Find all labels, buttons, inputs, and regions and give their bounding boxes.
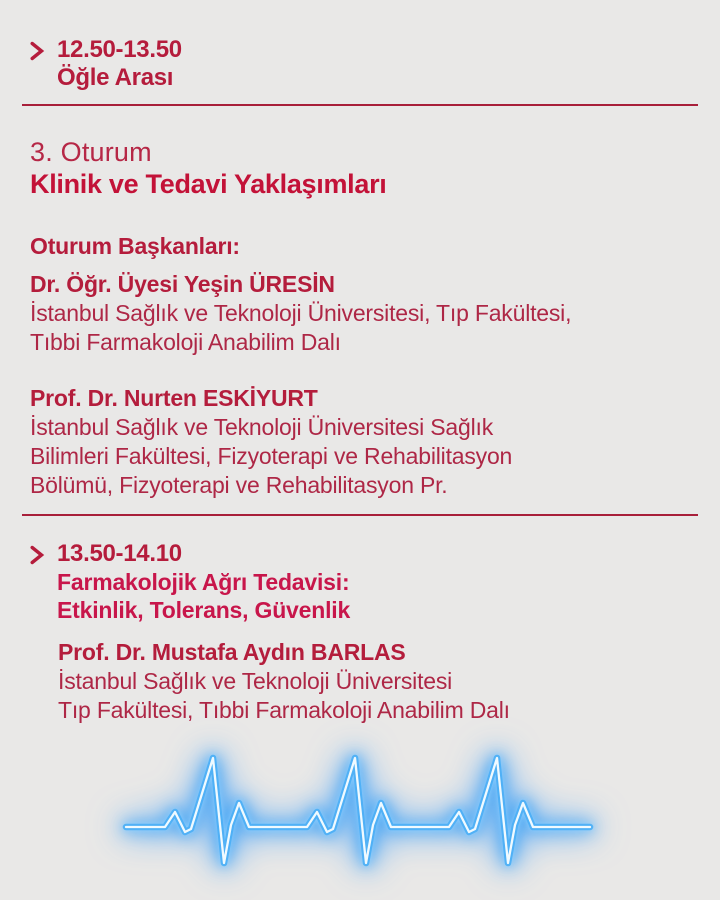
session-title: Klinik ve Tedavi Yaklaşımları <box>30 169 387 199</box>
chair-name: Prof. Dr. Nurten ESKİYURT <box>30 385 318 411</box>
break-item-text <box>57 36 182 92</box>
break-item <box>30 36 698 92</box>
chevron-right-icon <box>30 36 57 61</box>
talk-item <box>30 540 698 624</box>
break-title: Öğle Arası <box>57 64 174 91</box>
session-number: 3. Oturum <box>30 137 152 167</box>
chair-item <box>30 269 698 357</box>
chair-name: Dr. Öğr. Üyesi Yeşin ÜRESİN <box>30 271 335 297</box>
ecg-heartbeat-graphic <box>118 738 598 900</box>
speaker-affiliation-line: Tıp Fakültesi, Tıbbi Farmakoloji Anabilim Dalı <box>58 697 510 723</box>
chair-affiliation-line: Bilimleri Fakültesi, Fizyoterapi ve Rehabilitasyon <box>30 443 513 469</box>
talk-title-line: Farmakolojik Ağrı Tedavisi: <box>57 569 350 595</box>
section-divider-bottom <box>22 514 698 516</box>
chair-affiliation-line: Tıbbi Farmakoloji Anabilim Dalı <box>30 329 341 355</box>
section-divider-top <box>22 104 698 106</box>
chairs-heading: Oturum Başkanları: <box>30 233 240 259</box>
chevron-right-icon <box>30 540 57 565</box>
speaker-name: Prof. Dr. Mustafa Aydın BARLAS <box>58 639 406 665</box>
chair-affiliation-line: Bölümü, Fizyoterapi ve Rehabilitasyon Pr. <box>30 472 448 498</box>
break-time: 12.50-13.50 <box>57 36 182 63</box>
talk-title-line: Etkinlik, Tolerans, Güvenlik <box>57 597 351 623</box>
speaker-item <box>58 637 698 725</box>
speaker-affiliation-line: İstanbul Sağlık ve Teknoloji Üniversitesi <box>58 668 453 694</box>
session-header <box>30 136 698 200</box>
chair-affiliation-line: İstanbul Sağlık ve Teknoloji Üniversitesi, Tıp Fakültesi, <box>30 300 572 326</box>
talk-time: 13.50-14.10 <box>57 540 182 567</box>
chair-item <box>30 383 698 500</box>
talk-item-text <box>57 540 350 624</box>
chair-affiliation-line: İstanbul Sağlık ve Teknoloji Üniversitesi Sağlık <box>30 414 493 440</box>
